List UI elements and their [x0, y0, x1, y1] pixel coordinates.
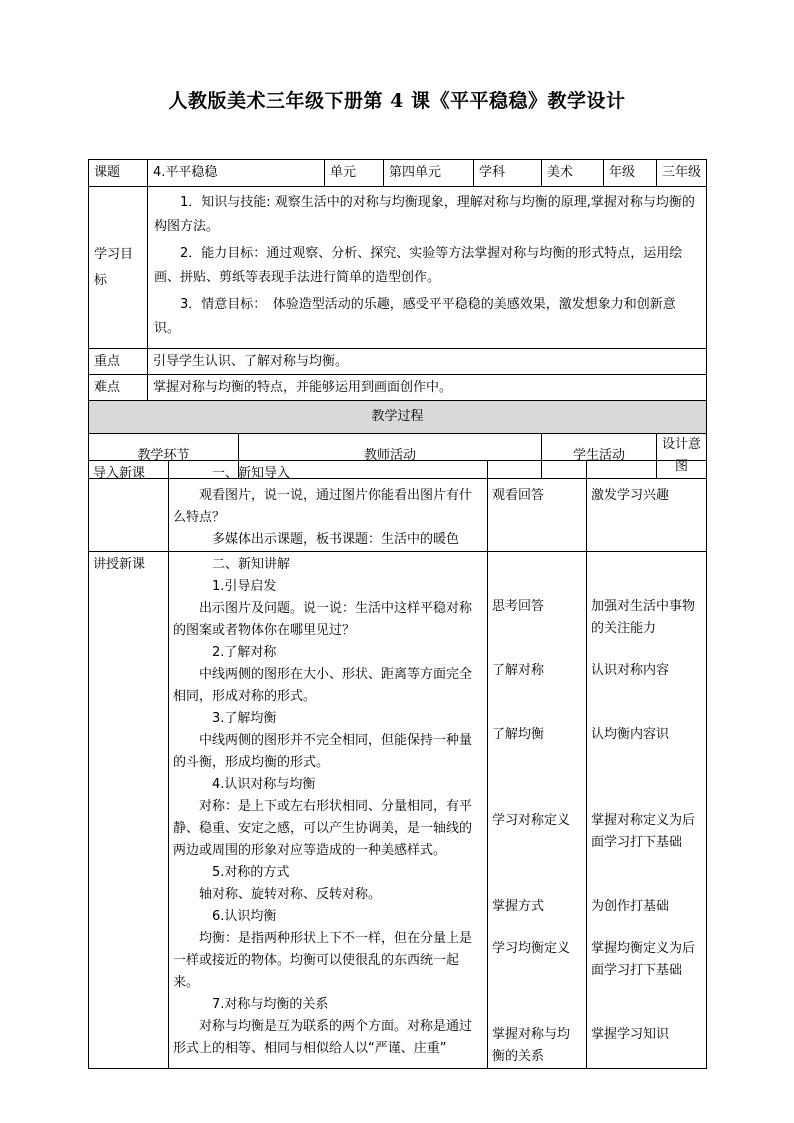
step-2-intent: 认识对称内容: [591, 663, 670, 678]
step-6-student: 学习均衡定义: [492, 941, 571, 956]
lecture-student: [488, 552, 587, 1069]
topic-value: 4.平平稳稳: [148, 160, 325, 187]
difficulty-row: [89, 375, 707, 401]
column-teacher: 教师活动: [239, 434, 542, 479]
page-title: 人教版美术三年级下册第 4 课《平平稳稳》教学设计: [168, 90, 626, 112]
step-7-title: 7.对称与均衡的关系: [212, 997, 329, 1012]
intro-student: 观看回答: [488, 461, 587, 552]
column-intent: 设计意图: [657, 434, 707, 479]
step-2-title: 2.了解对称: [212, 645, 277, 660]
key-point-row: [89, 349, 707, 375]
intro-board: 多媒体出示课题，板书课题：生活中的暖色: [212, 532, 460, 547]
intro-row: [89, 461, 707, 552]
grade-label: 年级: [604, 160, 657, 187]
lesson-plan-table: [88, 159, 707, 479]
lecture-teacher: [169, 552, 488, 1069]
step-4-text: 对称：是上下或左右形状相同、分量相同，有平静、稳重、安定之感，可以产生协调美，是一轴线的两边或周围的形象对应等造成的一种美感样式。: [173, 799, 473, 858]
goals-row: [89, 187, 707, 349]
step-4-title: 4.认识对称与均衡: [212, 777, 316, 792]
process-body-table: [88, 460, 707, 1069]
step-5-intent: 为创作打基础: [591, 899, 670, 914]
step-5-student: 掌握方式: [492, 899, 545, 914]
difficulty-label: 难点: [89, 375, 148, 401]
unit-label: 单元: [325, 160, 384, 187]
goals-content: [148, 187, 707, 349]
step-3-title: 3.了解均衡: [212, 711, 277, 726]
step-4-intent: 掌握对称定义为后面学习打下基础: [591, 813, 696, 850]
step-6-title: 6.认识均衡: [212, 909, 277, 924]
lecture-stage: 讲授新课: [89, 552, 169, 1069]
step-4-student: 学习对称定义: [492, 813, 571, 828]
intro-text: [173, 485, 483, 529]
step-2-student: 了解对称: [492, 663, 545, 678]
step-3-student: 了解均衡: [492, 727, 545, 742]
key-point-value: 引导学生认识、了解对称与均衡。: [148, 349, 707, 375]
step-3-intent: 认均衡内容识: [591, 727, 670, 742]
process-header-row: [89, 401, 707, 434]
step-2-text: 中线两侧的图形在大小、形状、距离等方面完全相同，形成对称的形式。: [173, 667, 473, 704]
step-1-intent: 加强对生活中事物的关注能力: [591, 599, 696, 636]
info-row: [89, 160, 707, 187]
step-1-title: 1.引导启发: [212, 579, 277, 594]
intro-observe-text: 观看图片，说一说，通过图片你能看出图片有什么特点？: [173, 488, 473, 525]
goal-ability: 2．能力目标：通过观察、分析、探究、实验等方法掌握对称与均衡的形式特点，运用绘画、拼贴、剪纸等表现手法进行简单的造型创作。: [154, 246, 683, 285]
lecture-row: [89, 552, 707, 1069]
step-7-intent: 掌握学习知识: [591, 1027, 670, 1042]
intro-intent: 激发学习兴趣: [587, 461, 707, 552]
goal-emotion: 3．情意目标： 体验造型活动的乐趣，感受平平稳稳的美感效果，激发想象力和创新意识。: [154, 297, 676, 336]
unit-value: 第四单元: [384, 160, 474, 187]
goals-label: 学习目标: [89, 187, 148, 349]
step-5-text: 轴对称、旋转对称、反转对称。: [199, 887, 382, 902]
topic-label: 课题: [89, 160, 148, 187]
step-1-student: 思考回答: [492, 599, 545, 614]
step-5-title: 5.对称的方式: [212, 865, 290, 880]
grade-value: 三年级: [657, 160, 707, 187]
lecture-intent: [587, 552, 707, 1069]
step-6-intent: 掌握均衡定义为后面学习打下基础: [591, 941, 696, 978]
lecture-heading: 二、新知讲解: [212, 557, 291, 572]
key-point-label: 重点: [89, 349, 148, 375]
step-3-text: 中线两侧的图形并不完全相同，但能保持一种量的斗衡，形成均衡的形式。: [173, 733, 473, 770]
column-stage: 教学环节: [89, 434, 239, 479]
step-7-student: 掌握对称与均衡的关系: [492, 1027, 571, 1064]
subject-value: 美术: [542, 160, 604, 187]
intro-stage: 导入新课: [89, 461, 169, 552]
column-student: 学生活动: [542, 434, 657, 479]
goal-knowledge: 1．知识与技能: 观察生活中的对称与均衡现象，理解对称与均衡的原理,掌握对称与均衡的构图方法。: [154, 195, 695, 234]
step-1-text: 出示图片及问题。说一说：生活中这样平稳对称的图案或者物体你在哪里见过？: [173, 601, 473, 638]
subject-label: 学科: [474, 160, 542, 187]
step-7-text: 对称与均衡是互为联系的两个方面。对称是通过形式上的相等、相同与相似给人以“严谨、庄重”: [173, 1019, 473, 1056]
difficulty-value: 掌握对称与均衡的特点，并能够运用到画面创作中。: [148, 375, 707, 401]
step-6-text: 均衡：是指两种形状上下不一样，但在分量上是一样或接近的物体。均衡可以使很乱的东西统一起来。: [173, 931, 473, 990]
process-header: 教学过程: [89, 401, 707, 434]
intro-teacher: [169, 461, 488, 552]
intro-heading: 一、新知导入: [212, 466, 291, 481]
